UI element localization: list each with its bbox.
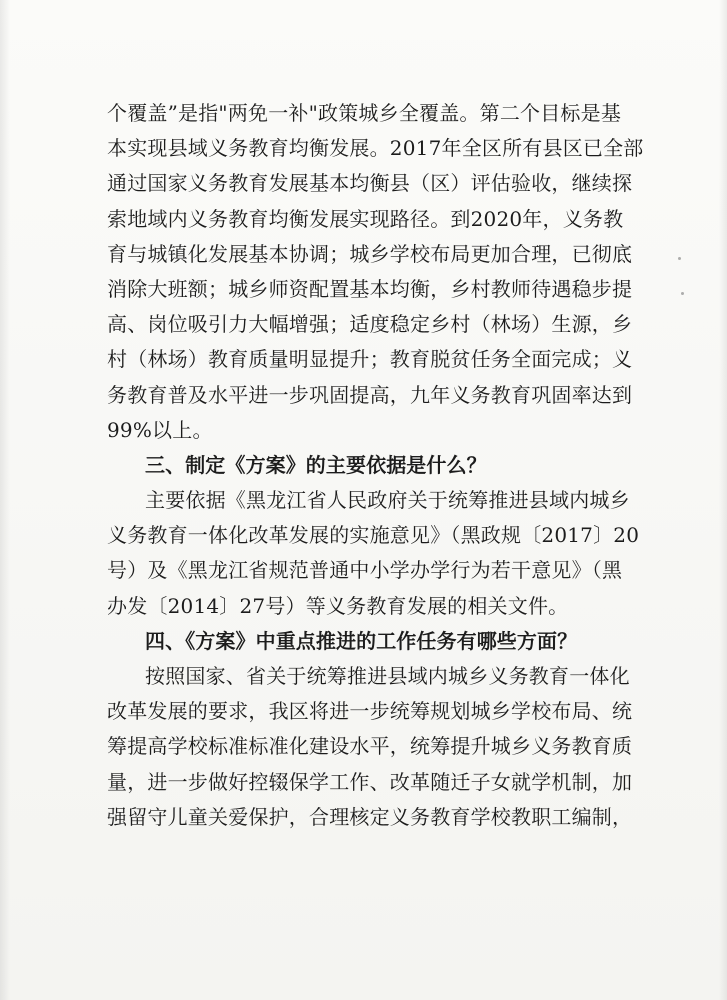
section-heading-3: 三、制定《方案》的主要依据是什么？ [145, 452, 487, 477]
left-scan-shadow [0, 0, 10, 1000]
body-line-10: 99%以上。 [107, 417, 213, 442]
scan-dot-1 [678, 257, 681, 260]
section-4-line-2: 改革发展的要求，我区将进一步统筹规划城乡学校布局、统 [107, 699, 633, 724]
body-line-1: 个覆盖”是指"两免一补"政策城乡全覆盖。第二个目标是基 [107, 101, 622, 125]
scan-dot-2 [681, 292, 684, 295]
body-line-4: 索地域内义务教育均衡发展实现路径。到2020年，义务教 [107, 206, 624, 231]
section-heading-4: 四、《方案》中重点推进的工作任务有哪些方面？ [145, 628, 578, 653]
right-scan-shadow [719, 0, 727, 1000]
body-line-2: 本实现县域义务教育均衡发展。2017年全区所有县区已全部 [107, 136, 644, 161]
body-line-7: 高、岗位吸引力大幅增强；适度稳定乡村（林场）生源，乡 [107, 312, 633, 337]
document-text [107, 96, 644, 835]
body-line-5: 育与城镇化发展基本协调；城乡学校布局更加合理，已彻底 [107, 241, 633, 266]
section-4-line-4: 量，进一步做好控辍保学工作、改革随迁子女就学机制，加 [107, 769, 633, 794]
section-3-line-4: 办发〔2014〕27号）等义务教育发展的相关文件。 [107, 593, 569, 618]
body-line-9: 务教育普及水平进一步巩固提高，九年义务教育巩固率达到 [107, 382, 633, 407]
body-line-8: 村（林场）教育质量明显提升；教育脱贫任务全面完成；义 [107, 347, 633, 372]
body-line-3: 通过国家义务教育发展基本均衡县（区）评估验收，继续探 [107, 171, 633, 196]
section-4-line-5: 强留守儿童关爱保护，合理核定义务教育学校教职工编制， [107, 804, 633, 829]
section-4-line-1: 按照国家、省关于统筹推进县域内城乡义务教育一体化 [145, 664, 630, 688]
section-4-line-3: 筹提高学校标准标准化建设水平，统筹提升城乡义务教育质 [107, 734, 633, 759]
body-line-6: 消除大班额；城乡师资配置基本均衡，乡村教师待遇稳步提 [107, 276, 633, 301]
section-3-line-2: 义务教育一体化改革发展的实施意见》（黑政规〔2017〕20 [107, 523, 640, 548]
section-3-line-1: 主要依据《黑龙江省人民政府关于统筹推进县域内城乡 [145, 488, 630, 513]
section-3-line-3: 号）及《黑龙江省规范普通中小学办学行为若干意见》（黑 [107, 558, 623, 583]
